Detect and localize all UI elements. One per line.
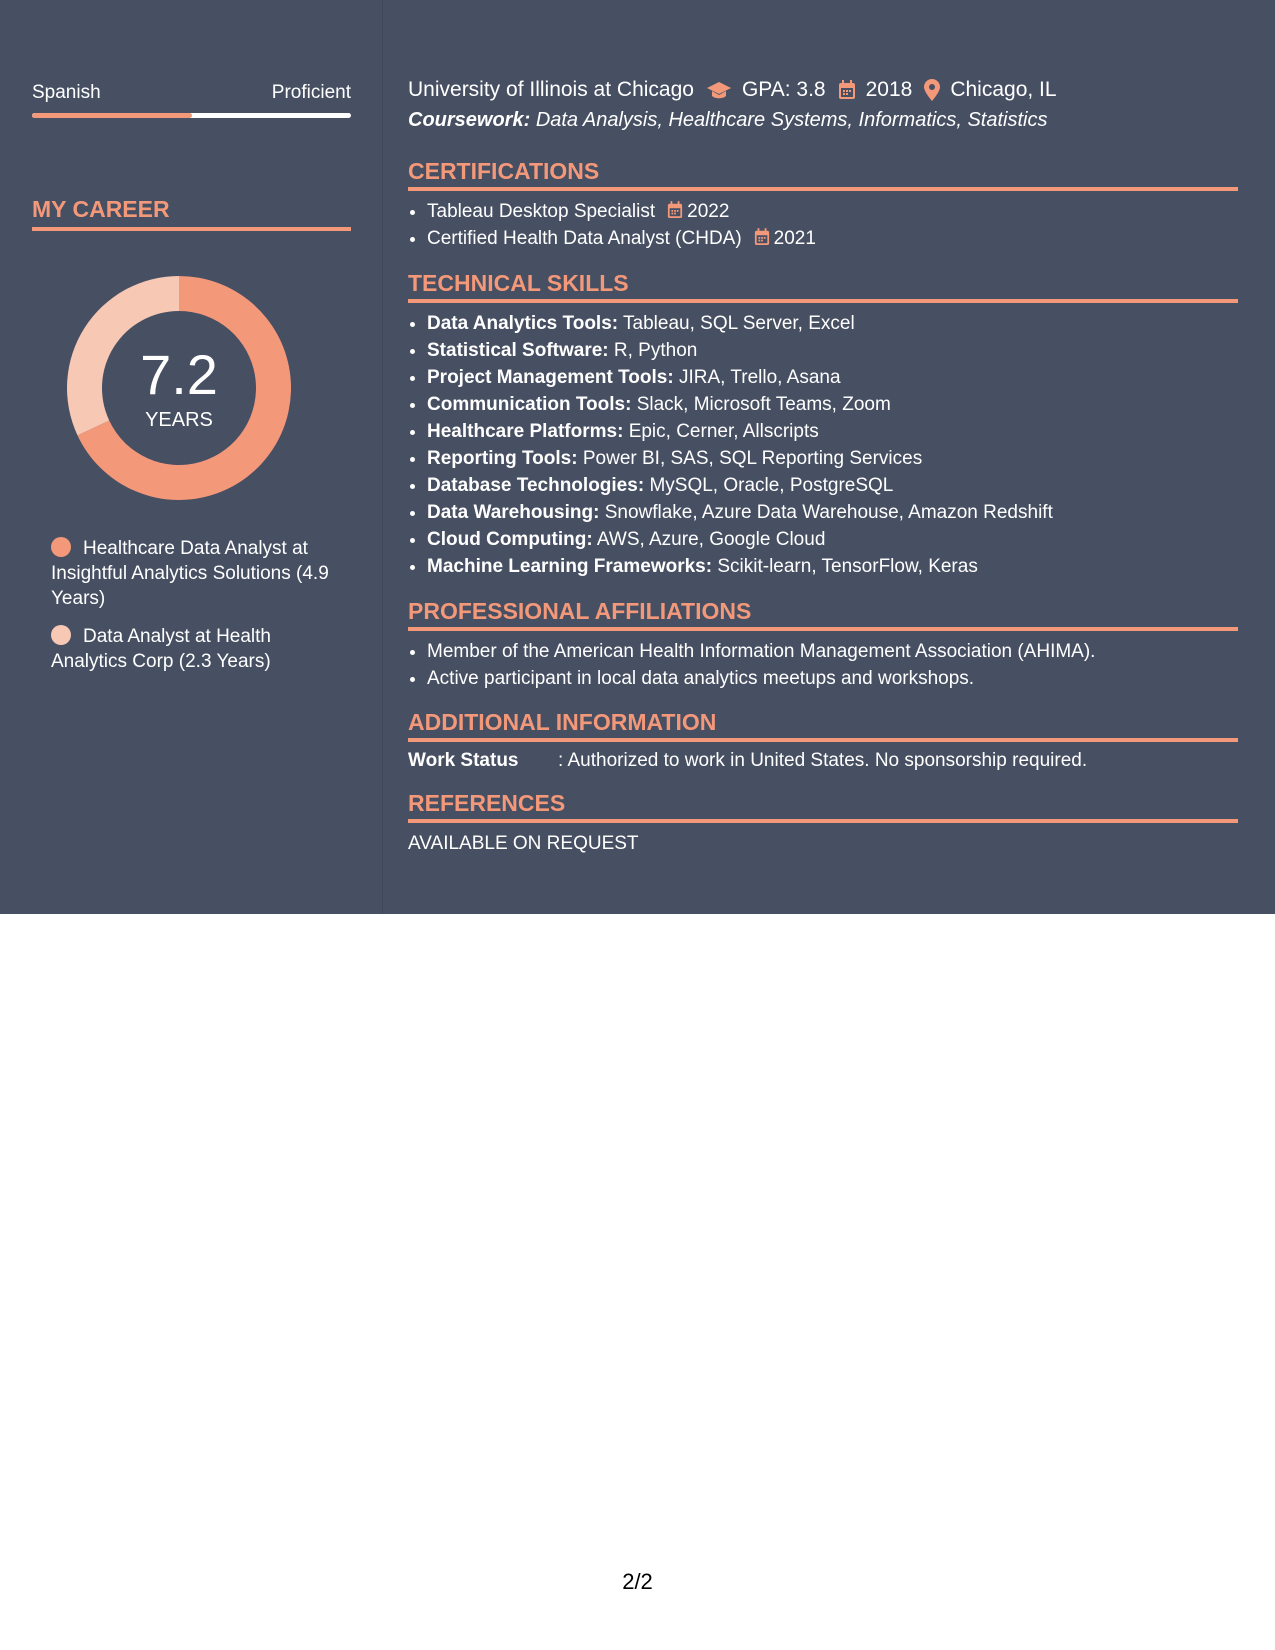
affiliation-item: • Active participant in local data analytics meetups and workshops. [427,665,1238,692]
legend-dot-icon [51,537,71,557]
language-row [32,82,351,104]
technical-skills-heading: TECHNICAL SKILLS [408,269,1238,303]
career-job-label: Healthcare Data Analyst at Insightful Analytics Solutions (4.9 Years) [51,538,329,609]
career-heading: MY CAREER [32,196,351,231]
coursework-label: Coursework: [408,109,531,131]
skill-category: Healthcare Platforms: [427,421,624,442]
skill-category: Data Warehousing: [427,502,600,523]
calendar-icon [667,201,683,219]
certification-year: 2022 [687,201,730,222]
skill-item [427,499,1238,526]
technical-skills-list [408,310,1238,580]
skill-category: Statistical Software: [427,340,609,361]
skill-item [427,337,1238,364]
work-status-label: Work Status [408,750,519,771]
work-status-row [408,750,1238,772]
education-gpa: GPA: 3.8 [741,78,826,101]
coursework-text: Data Analysis, Healthcare Systems, Informatics, Statistics [535,109,1048,131]
skill-item [427,418,1238,445]
education-line [408,78,1057,102]
certification-name: Tableau Desktop Specialist [427,201,656,222]
career-legend-item [51,536,351,611]
skill-values: JIRA, Trello, Asana [678,367,841,388]
skill-category: Data Analytics Tools: [427,313,619,334]
skill-item [427,364,1238,391]
map-pin-icon [924,79,940,101]
language-name: Spanish [32,82,101,103]
references-text: AVAILABLE ON REQUEST [408,833,639,854]
certification-year: 2021 [773,228,816,249]
skill-item [427,472,1238,499]
skill-item [427,526,1238,553]
skill-item [427,553,1238,580]
career-legend [51,536,351,687]
skill-category: Communication Tools: [427,394,632,415]
additional-info-heading: ADDITIONAL INFORMATION [408,708,1238,742]
skill-values: R, Python [613,340,698,361]
affiliations-section [408,597,1238,692]
legend-dot-icon [51,625,71,645]
affiliations-heading: PROFESSIONAL AFFILIATIONS [408,597,1238,631]
technical-skills-section [408,269,1238,580]
language-proficiency-bar [32,113,351,118]
page-number: 2/2 [622,1569,653,1594]
skill-item [427,445,1238,472]
skill-category: Reporting Tools: [427,448,578,469]
skill-category: Project Management Tools: [427,367,674,388]
certification-item [427,198,1238,225]
calendar-icon [754,228,770,246]
additional-info-section [408,708,1238,772]
references-section [408,789,1238,855]
skill-values: Snowflake, Azure Data Warehouse, Amazon Redshift [604,502,1053,523]
language-proficiency-fill [32,113,192,118]
language-level: Proficient [271,82,351,103]
skill-item [427,310,1238,337]
column-divider [382,0,383,914]
skill-values: AWS, Azure, Google Cloud [596,529,826,550]
calendar-icon [838,80,856,100]
education-location: Chicago, IL [950,78,1057,101]
coursework-line [408,109,1047,132]
skill-values: MySQL, Oracle, PostgreSQL [649,475,894,496]
skill-values: Slack, Microsoft Teams, Zoom [636,394,891,415]
certifications-list [408,198,1238,252]
career-years-unit: YEARS [145,409,213,431]
education-school: University of Illinois at Chicago [408,78,694,101]
skill-values: Tableau, SQL Server, Excel [623,313,855,334]
career-total-years: 7.2 [140,343,218,406]
work-status-value: : Authorized to work in United States. No sponsorship required. [558,750,1088,771]
skill-values: Epic, Cerner, Allscripts [628,421,819,442]
affiliation-item: • Member of the American Health Information Management Association (AHIMA). [427,638,1238,665]
skill-values: Scikit-learn, TensorFlow, Keras [717,556,978,577]
skill-category: Machine Learning Frameworks: [427,556,713,577]
career-job-label: Data Analyst at Health Analytics Corp (2.3 Years) [51,626,271,672]
certification-item [427,225,1238,252]
certification-name: Certified Health Data Analyst (CHDA) [427,228,742,249]
education-year: 2018 [865,78,913,101]
references-heading: REFERENCES [408,789,1238,823]
career-legend-item [51,624,351,674]
skill-item [427,391,1238,418]
skill-category: Cloud Computing: [427,529,593,550]
certifications-heading: CERTIFICATIONS [408,157,1238,191]
career-donut-chart [66,275,292,501]
skill-values: Power BI, SAS, SQL Reporting Services [582,448,923,469]
graduation-cap-icon [706,80,732,100]
affiliations-list [408,638,1238,692]
certifications-section [408,157,1238,252]
skill-category: Database Technologies: [427,475,645,496]
